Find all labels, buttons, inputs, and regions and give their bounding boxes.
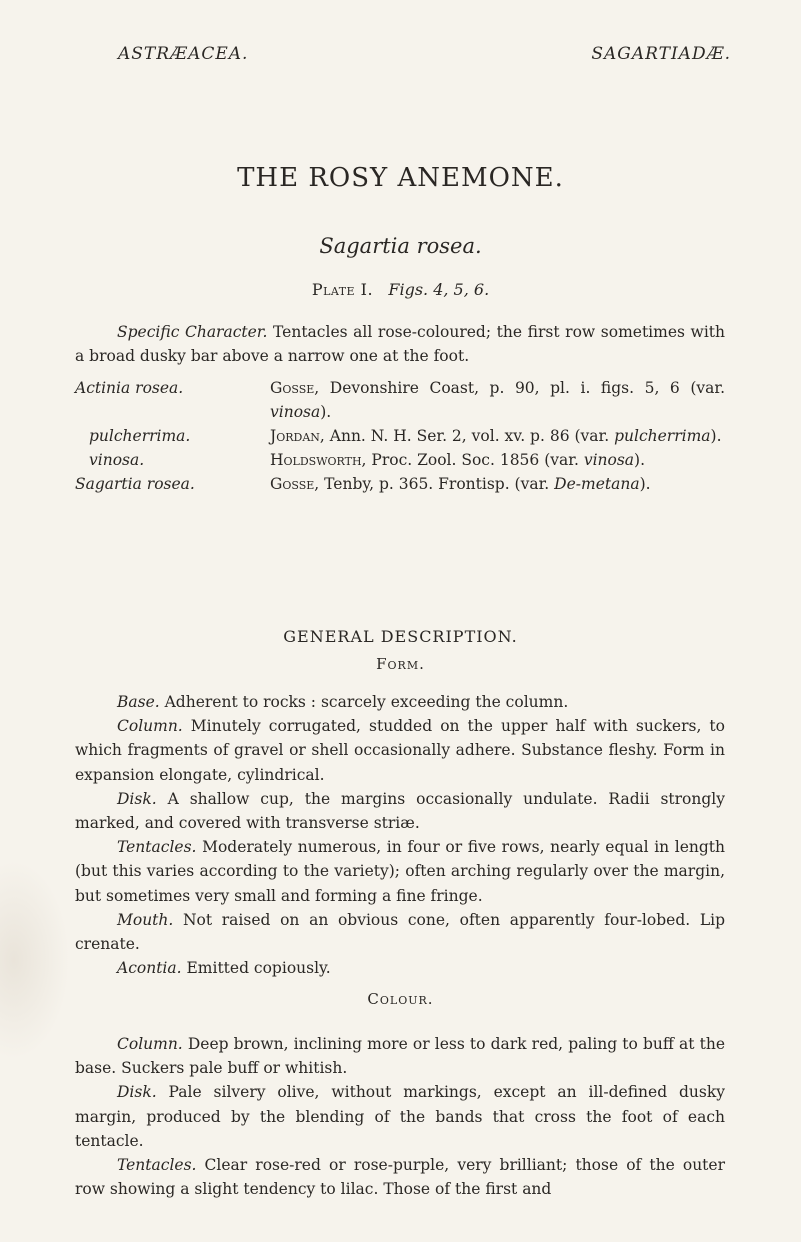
paragraph-text: Pale silvery olive, without markings, except an ill-defined dusky margin, produced by the blending of the bands that cross the foot of each tentacle. bbox=[75, 1083, 725, 1150]
paragraph-label: Base. bbox=[117, 693, 160, 711]
synonym-reference bbox=[270, 424, 725, 448]
plate-label: Plate I. bbox=[311, 280, 374, 299]
colour-paragraph bbox=[75, 1080, 725, 1153]
colour-heading: Colour. bbox=[367, 990, 434, 1008]
running-head-left: ASTRÆACEA. bbox=[118, 44, 249, 64]
synonym-var: pulcherrima bbox=[614, 427, 711, 445]
synonym-reference bbox=[270, 448, 725, 472]
paragraph-label: Column. bbox=[117, 1035, 183, 1053]
plate-reference bbox=[0, 280, 801, 299]
synonym-end: ). bbox=[634, 451, 646, 469]
synonym-end: ). bbox=[710, 427, 722, 445]
synonym-name: vinosa. bbox=[89, 451, 145, 469]
synonym-ref-text: Devonshire Coast, p. 90, pl. i. figs. 5, 6 (var. bbox=[319, 379, 725, 397]
latin-name: Sagartia rosea. bbox=[319, 234, 482, 258]
form-paragraph bbox=[75, 908, 725, 956]
synonym-ref-text: Tenby, p. 365. Frontisp. (var. bbox=[319, 475, 555, 493]
paper-stain bbox=[0, 860, 70, 1060]
synonym-name: Actinia rosea. bbox=[75, 379, 184, 397]
paragraph-text: Emitted copiously. bbox=[181, 959, 331, 978]
form-heading: Form. bbox=[376, 655, 425, 673]
paragraph-label: Acontia. bbox=[117, 959, 182, 978]
paragraph-text: Deep brown, inclining more or less to dark red, paling to buff at the base. Suckers pale buff or whitish. bbox=[75, 1035, 725, 1078]
synonym-author: Holdsworth, bbox=[270, 451, 367, 469]
synonym-name: pulcherrima. bbox=[89, 427, 191, 445]
synonym-author: Jordan, bbox=[270, 427, 325, 445]
synonym-row bbox=[75, 376, 725, 424]
paragraph-label: Tentacles. bbox=[117, 1156, 197, 1175]
paragraph-text: Minutely corrugated, studded on the upper half with suckers, to which fragments of gravel or shell occasionally adhere. Substance fleshy. Form in expansion elongate, cylindrical. bbox=[75, 717, 725, 784]
synonym-var: vinosa bbox=[270, 403, 321, 421]
paragraph-text: Not raised on an obvious cone, often apparently four-lobed. Lip crenate. bbox=[75, 910, 725, 954]
synonym-author: Gosse, bbox=[270, 475, 320, 493]
paragraph-label: Column. bbox=[117, 717, 183, 736]
colour-paragraph bbox=[75, 1153, 725, 1201]
paragraph-text: A shallow cup, the margins occasionally undulate. Radii strongly marked, and covered with transverse striæ. bbox=[75, 789, 725, 833]
paragraph-label: Disk. bbox=[117, 789, 157, 808]
synonym-var: vinosa bbox=[583, 451, 635, 469]
plate-figs: Figs. 4, 5, 6. bbox=[388, 280, 490, 299]
synonym-end: ). bbox=[320, 403, 332, 421]
paragraph-label: Disk. bbox=[117, 1083, 157, 1102]
synonym-row bbox=[75, 448, 725, 472]
form-section bbox=[75, 690, 725, 980]
synonym-reference bbox=[270, 376, 725, 424]
general-description-heading: GENERAL DESCRIPTION. bbox=[283, 627, 518, 646]
synonym-name: Sagartia rosea. bbox=[75, 475, 195, 493]
synonym-var: De-metana bbox=[554, 475, 640, 493]
form-paragraph bbox=[75, 787, 725, 835]
form-paragraph bbox=[75, 956, 725, 980]
specific-character bbox=[75, 320, 725, 368]
synonym-ref-text: Proc. Zool. Soc. 1856 (var. bbox=[366, 451, 584, 469]
page-title: THE ROSY ANEMONE. bbox=[237, 163, 564, 193]
synonym-end: ). bbox=[639, 475, 651, 493]
colour-paragraph bbox=[75, 1032, 725, 1080]
running-head bbox=[118, 44, 731, 64]
synonym-row bbox=[75, 424, 725, 448]
synonym-list bbox=[75, 376, 725, 496]
paragraph-label: Mouth. bbox=[117, 910, 174, 929]
form-paragraph bbox=[75, 714, 725, 787]
synonym-row bbox=[75, 472, 725, 496]
form-paragraph bbox=[75, 690, 725, 714]
paragraph-text: Clear rose-red or rose-purple, very brilliant; those of the outer row showing a slight tendency to lilac. Those of the first and bbox=[75, 1156, 725, 1199]
paragraph-label: Tentacles. bbox=[117, 838, 197, 857]
synonym-author: Gosse, bbox=[270, 379, 320, 397]
specific-character-label: Specific Character. bbox=[117, 323, 268, 341]
specific-character-text: Tentacles all rose-coloured; the first row sometimes with a broad dusky bar above a narrow one at the foot. bbox=[75, 323, 725, 365]
paragraph-text: Moderately numerous, in four or five rows, nearly equal in length (but this varies according to the variety); often arching regularly over the margin, but sometimes very small and forming a fine fringe. bbox=[75, 838, 725, 905]
running-head-right: SAGARTIADÆ. bbox=[591, 44, 731, 64]
paragraph-text: Adherent to rocks : scarcely exceeding the column. bbox=[159, 693, 569, 711]
synonym-ref-text: Ann. N. H. Ser. 2, vol. xv. p. 86 (var. bbox=[324, 427, 615, 445]
colour-section bbox=[75, 1032, 725, 1201]
form-paragraph bbox=[75, 835, 725, 908]
synonym-reference bbox=[270, 472, 725, 496]
